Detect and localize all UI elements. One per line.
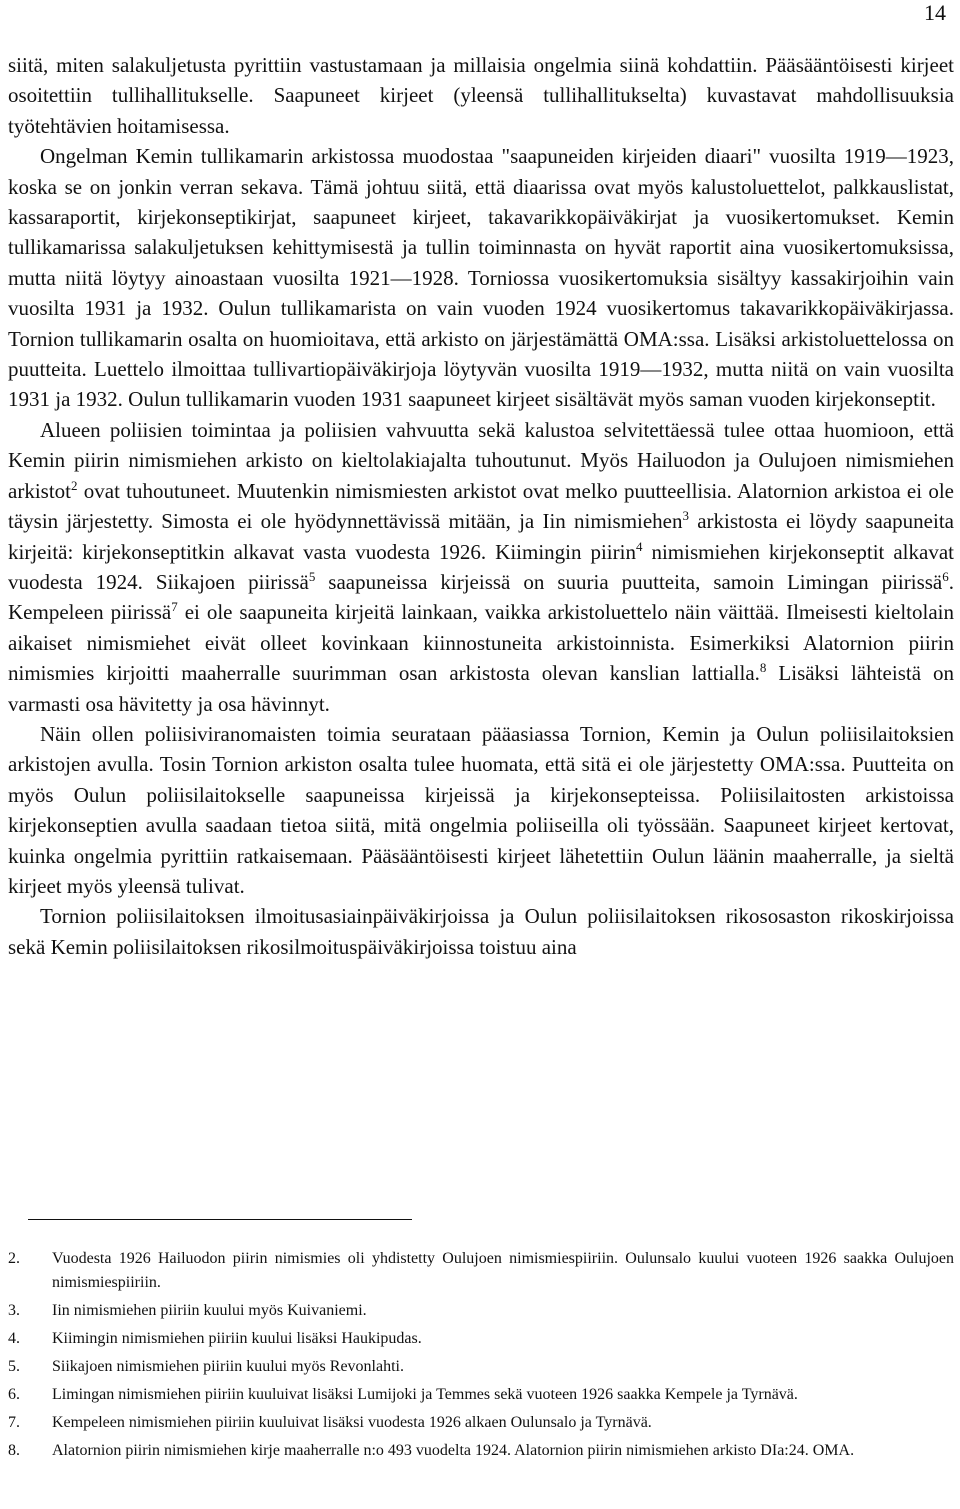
footnote-divider <box>28 1219 412 1220</box>
paragraph-text: ei ole saapuneita kirjeitä lainkaan, vaikka arkistoluettelo näin väittää. Ilmeisesti kieltolain aikaiset nimismiehet eivät olleet kovinkaan kiinnostuneita arkistoinnista. Esimerkiksi Alatornion piirin nimismies kirjoitti maaherralle suurimman osan arkistosta olevan kanslian lattialla. <box>8 600 954 686</box>
footnote-ref-8[interactable]: 8 <box>759 660 767 676</box>
paragraph-4 <box>8 719 954 901</box>
page-number: 14 <box>924 0 946 25</box>
paragraph-text: . Kempeleen piirissä <box>8 569 954 625</box>
paragraph-text: Lisäksi lähteistä on varmasti osa hävitetty ja osa hävinnyt. <box>8 661 954 716</box>
paragraph-text: saapuneissa kirjeissä on suuria puutteita, samoin Limingan piirissä <box>315 569 943 594</box>
footnote-text: Limingan nimismiehen piiriin kuuluivat lisäksi Lumijoki ja Temmes sekä vuoteen 1926 saakka Kempele ja Tyrnävä. <box>52 1386 798 1403</box>
footnote-3 <box>8 1299 954 1323</box>
footnote-ref-3[interactable]: 3 <box>682 508 690 524</box>
footnote-number: 3. <box>8 1302 20 1319</box>
paragraph-text: Tornion poliisilaitoksen ilmoitusasiainpäiväkirjoissa ja Oulun poliisilaitoksen rikososaston rikoskirjoissa sekä Kemin poliisilaitoksen rikosilmoituspäiväkirjoissa toistuu aina <box>8 904 954 959</box>
paragraph-text: arkistosta ei löydy saapuneita kirjeitä: kirjekonseptitkin alkavat vasta vuodesta 1926. Kiimingin piirin <box>8 509 954 564</box>
footnote-4 <box>8 1327 954 1351</box>
footnote-ref-6[interactable]: 6 <box>942 568 949 584</box>
paragraph-text: siitä, miten salakuljetusta pyrittiin vastustamaan ja millaisia ongelmia siinä kohdattiin. Pääsääntöisesti kirjeet osoitettiin tullihallitukselle. Saapuneet kirjeet (yleensä tullihallitukselta) kuvastavat mahdollisuuksia työtehtävien hoitamisessa. <box>8 53 954 138</box>
footnote-text: Siikajoen nimismiehen piiriin kuului myös Revonlahti. <box>52 1358 404 1375</box>
paragraph-text: nimismiehen kirjekonseptit alkavat vuodesta 1924. Siikajoen piirissä <box>8 539 954 594</box>
footnote-number: 6. <box>8 1386 20 1403</box>
paragraph-1 <box>8 50 954 141</box>
footnote-text: Kempeleen nimismiehen piiriin kuuluivat lisäksi vuodesta 1926 alkaen Oulunsalo ja Tyrnävä. <box>52 1414 652 1431</box>
footnote-text: Iin nimismiehen piiriin kuului myös Kuivaniemi. <box>52 1302 367 1319</box>
paragraph-3 <box>8 415 954 719</box>
document-page <box>8 0 954 1509</box>
footnote-text: Alatornion piirin nimismiehen kirje maaherralle n:o 493 vuodelta 1924. Alatornion piirin nimismiehen arkisto DIa:24. OMA. <box>52 1442 855 1459</box>
footnote-text: Kiimingin nimismiehen piiriin kuului lisäksi Haukipudas. <box>52 1330 422 1347</box>
footnote-number: 2. <box>8 1250 20 1267</box>
paragraph-2 <box>8 141 954 415</box>
footnote-text: Vuodesta 1926 Hailuodon piirin nimismies oli yhdistetty Oulujoen nimismiespiiriin. Oulunsalo kuului vuoteen 1926 saakka Oulujoen nimismiespiiriin. <box>52 1250 954 1291</box>
footnote-ref-4[interactable]: 4 <box>635 538 643 554</box>
footnote-number: 4. <box>8 1330 20 1347</box>
paragraph-text: Ongelman Kemin tullikamarin arkistossa muodostaa "saapuneiden kirjeiden diaari" vuosilta 1919—1923, koska se on jonkin verran sekava. Tämä johtuu siitä, että diaarissa ovat myös kalustoluettelot, palkkauslistat, kassaraportit, kirjekonseptikirjat, saapuneet kirjeet, takavarikkopäiväkirjat ja vuosikertomukset. Kemin tullikamarissa salakuljetuksen kehittymisestä ja tullin toiminnasta on hyvät raportit aina vuosikertomuksissa, mutta niitä löytyy ainoastaan vuosilta 1921—1928. Torniossa vuosikertomuksia sisältyy kassakirjoihin vain vuosilta 1931 ja 1932. Oulun tullikamarista on vain vuoden 1924 vuosikertomus takavarikkopäiväkirjassa. Tornion tullikamarin osalta on huomioitava, että arkisto on järjestämättä OMA:ssa. Lisäksi arkistoluettelossa on puutteita. Luettelo ilmoittaa tullivartiopäiväkirjoja löytyvän vuosilta 1919—1932, mutta niitä on vain vuosilta 1931 ja 1932. Oulun tullikamarin vuoden 1931 saapuneet kirjeet sisältävät myös saman vuoden kirjekonseptit. <box>8 144 954 412</box>
paragraph-text: ovat tuhoutuneet. Muutenkin nimismiesten arkistot ovat melko puutteellisia. Alatornion arkistoa ei ole täysin järjestetty. Simosta ei ole hyödynnettävissä mitään, ja Iin nimismiehen <box>8 478 954 534</box>
paragraph-text: Näin ollen poliisiviranomaisten toimia seurataan pääasiassa Tornion, Kemin ja Oulun poliisilaitoksien arkistojen avulla. Tosin Tornion arkiston osalta tulee huomata, että sitä ei ole järjestetty OMA:ssa. Puutteita on myös Oulun poliisilaitokselle saapuneissa kirjeissä ja kirjekonsepteissa. Poliisilaitosten arkistoissa kirjekonseptien avulla saadaan tietoa siitä, mitä ongelmia poliiseilla oli työssään. Saapuneet kirjeet kertovat, kuinka ongelmia pyrittiin ratkaisemaan. Pääsääntöisesti kirjeet lähetettiin Oulun läänin maaherralle, ja sieltä kirjeet myös yleensä tulivat. <box>8 721 954 898</box>
body-text <box>8 50 954 962</box>
footnote-7 <box>8 1411 954 1435</box>
footnote-number: 8. <box>8 1442 20 1459</box>
footnote-number: 7. <box>8 1414 20 1431</box>
footnote-ref-7[interactable]: 7 <box>171 599 178 615</box>
footnote-2 <box>8 1247 954 1295</box>
footnotes <box>8 1247 954 1463</box>
paragraph-text: Alueen poliisien toimintaa ja poliisien vahvuutta sekä kalustoa selvitettäessä tulee ottaa huomioon, että Kemin piirin nimismiehen arkisto on kieltolakiajalta tuhoutunut. Myös Hailuodon ja Oulujoen nimismiehen arkistot <box>8 417 954 503</box>
paragraph-5 <box>8 901 954 962</box>
footnote-5 <box>8 1355 954 1379</box>
footnote-6 <box>8 1383 954 1407</box>
footnote-ref-5[interactable]: 5 <box>308 568 316 584</box>
footnote-number: 5. <box>8 1358 20 1375</box>
footnote-8 <box>8 1439 954 1463</box>
footnote-ref-2[interactable]: 2 <box>71 477 78 493</box>
